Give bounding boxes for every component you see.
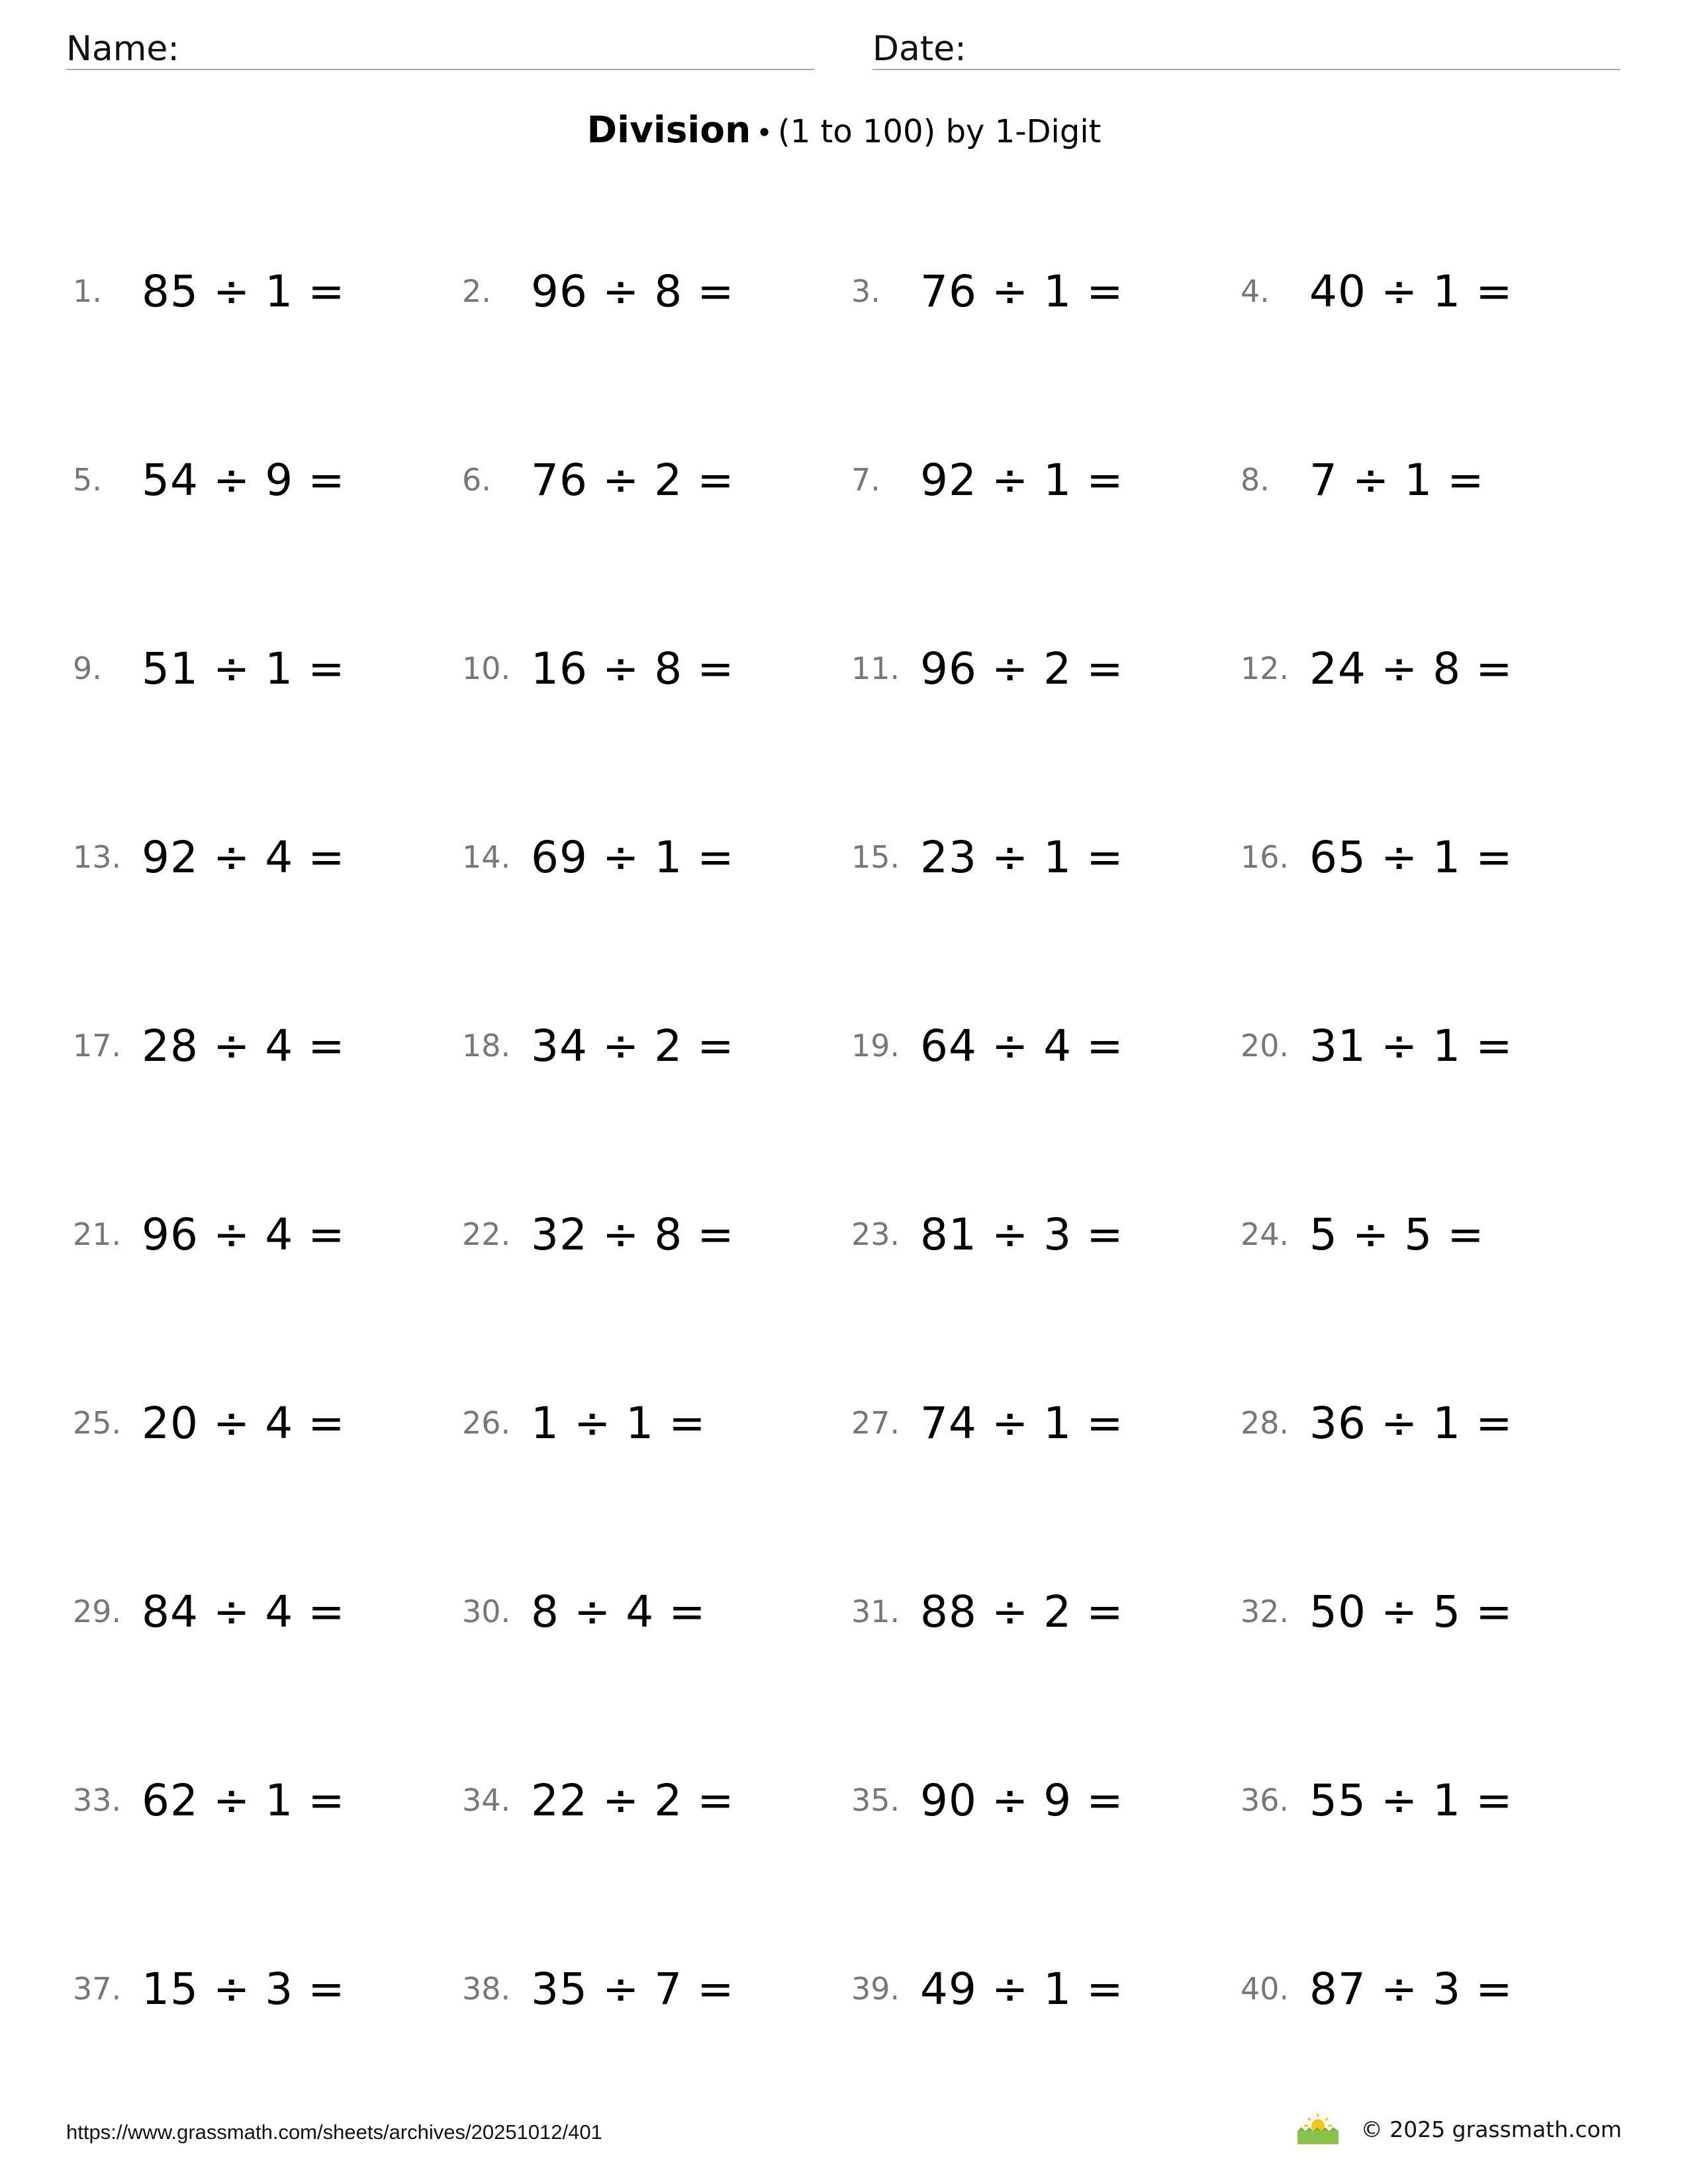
problem-number: 25. (73, 1405, 122, 1441)
problem-item (462, 1377, 851, 1469)
problem-number: 11. (851, 651, 900, 686)
problem-number: 18. (462, 1028, 511, 1064)
problem-number: 6. (462, 462, 491, 498)
problem-number: 13. (73, 839, 122, 875)
problem-expression: 96 ÷ 8 = (531, 265, 735, 317)
problem-expression: 84 ÷ 4 = (142, 1586, 346, 1637)
problem-item (73, 433, 462, 526)
problem-expression: 88 ÷ 2 = (920, 1586, 1124, 1637)
grass-sun-logo-icon (1295, 2113, 1341, 2146)
problem-expression: 5 ÷ 5 = (1309, 1208, 1485, 1260)
problem-item (1241, 999, 1630, 1092)
problem-number: 2. (462, 273, 491, 309)
problem-expression: 28 ÷ 4 = (142, 1020, 346, 1071)
copyright-text: © 2025 grassmath.com (1360, 2116, 1622, 2142)
problem-item (73, 1754, 462, 1846)
problem-item (462, 1188, 851, 1281)
problem-item (1241, 1754, 1630, 1846)
problem-item (1241, 1565, 1630, 1658)
problem-number: 17. (73, 1028, 122, 1064)
problem-item (1241, 1942, 1630, 2035)
problem-item (462, 811, 851, 903)
problem-item (73, 811, 462, 903)
problem-expression: 24 ÷ 8 = (1309, 643, 1513, 694)
problem-number: 19. (851, 1028, 900, 1064)
title-subtitle: (1 to 100) by 1-Digit (778, 113, 1102, 150)
problem-expression: 34 ÷ 2 = (531, 1020, 735, 1071)
problem-item (851, 1565, 1241, 1658)
problem-item (462, 245, 851, 338)
name-label: Name: (66, 29, 179, 69)
problem-number: 30. (462, 1594, 511, 1629)
problem-item (73, 245, 462, 338)
problem-item (1241, 622, 1630, 715)
problem-item (851, 622, 1241, 715)
date-field[interactable] (872, 24, 1620, 70)
problem-expression: 81 ÷ 3 = (920, 1208, 1124, 1260)
problem-item (73, 1377, 462, 1469)
problem-grid (73, 245, 1635, 2138)
problem-expression: 92 ÷ 4 = (142, 831, 346, 883)
problem-number: 12. (1241, 651, 1289, 686)
problem-expression: 85 ÷ 1 = (142, 265, 346, 317)
problem-expression: 90 ÷ 9 = (920, 1774, 1124, 1826)
problem-number: 16. (1241, 839, 1289, 875)
problem-expression: 16 ÷ 8 = (531, 643, 735, 694)
problem-number: 38. (462, 1971, 511, 2007)
problem-expression: 64 ÷ 4 = (920, 1020, 1124, 1071)
problem-item (851, 1188, 1241, 1281)
problem-expression: 1 ÷ 1 = (531, 1397, 706, 1449)
name-field[interactable] (66, 24, 814, 70)
date-label: Date: (872, 29, 966, 69)
problem-expression: 8 ÷ 4 = (531, 1586, 706, 1637)
problem-expression: 74 ÷ 1 = (920, 1397, 1124, 1449)
problem-item (73, 1565, 462, 1658)
problem-number: 15. (851, 839, 900, 875)
problem-number: 10. (462, 651, 511, 686)
problem-number: 14. (462, 839, 511, 875)
problem-expression: 96 ÷ 2 = (920, 643, 1124, 694)
problem-item (1241, 811, 1630, 903)
problem-number: 31. (851, 1594, 900, 1629)
problem-number: 8. (1241, 462, 1270, 498)
problem-expression: 22 ÷ 2 = (531, 1774, 735, 1826)
title-main: Division (586, 109, 751, 151)
problem-item (851, 433, 1241, 526)
problem-item (851, 999, 1241, 1092)
problem-number: 9. (73, 651, 102, 686)
problem-item (73, 1188, 462, 1281)
problem-number: 37. (73, 1971, 122, 2007)
problem-number: 1. (73, 273, 102, 309)
problem-expression: 36 ÷ 1 = (1309, 1397, 1513, 1449)
problem-expression: 76 ÷ 1 = (920, 265, 1124, 317)
problem-item (851, 245, 1241, 338)
problem-expression: 96 ÷ 4 = (142, 1208, 346, 1260)
problem-expression: 69 ÷ 1 = (531, 831, 735, 883)
problem-expression: 20 ÷ 4 = (142, 1397, 346, 1449)
problem-item (462, 1942, 851, 2035)
problem-number: 20. (1241, 1028, 1289, 1064)
footer-url: https://www.grassmath.com/sheets/archives/20251012/401 (66, 2120, 602, 2144)
problem-number: 27. (851, 1405, 900, 1441)
problem-item (1241, 1377, 1630, 1469)
problem-expression: 87 ÷ 3 = (1309, 1963, 1513, 2015)
problem-item (73, 999, 462, 1092)
problem-number: 34. (462, 1782, 511, 1818)
problem-number: 29. (73, 1594, 122, 1629)
problem-expression: 35 ÷ 7 = (531, 1963, 735, 2015)
problem-number: 39. (851, 1971, 900, 2007)
problem-item (462, 433, 851, 526)
problem-number: 28. (1241, 1405, 1289, 1441)
problem-number: 21. (73, 1216, 122, 1252)
problem-expression: 49 ÷ 1 = (920, 1963, 1124, 2015)
problem-item (851, 1754, 1241, 1846)
problem-expression: 65 ÷ 1 = (1309, 831, 1513, 883)
worksheet-title (0, 106, 1688, 157)
problem-item (1241, 433, 1630, 526)
problem-item (851, 1942, 1241, 2035)
problem-expression: 50 ÷ 5 = (1309, 1586, 1513, 1637)
problem-item (73, 622, 462, 715)
problem-item (462, 1754, 851, 1846)
problem-expression: 15 ÷ 3 = (142, 1963, 346, 2015)
problem-expression: 62 ÷ 1 = (142, 1774, 346, 1826)
problem-number: 7. (851, 462, 880, 498)
problem-number: 3. (851, 273, 880, 309)
problem-expression: 7 ÷ 1 = (1309, 454, 1485, 506)
problem-item (851, 1377, 1241, 1469)
problem-number: 5. (73, 462, 102, 498)
problem-number: 23. (851, 1216, 900, 1252)
problem-number: 36. (1241, 1782, 1289, 1818)
problem-expression: 51 ÷ 1 = (142, 643, 346, 694)
problem-number: 26. (462, 1405, 511, 1441)
problem-item (1241, 1188, 1630, 1281)
problem-number: 33. (73, 1782, 122, 1818)
problem-expression: 32 ÷ 8 = (531, 1208, 735, 1260)
problem-number: 24. (1241, 1216, 1289, 1252)
problem-item (462, 1565, 851, 1658)
title-bullet: • (756, 116, 773, 149)
problem-number: 22. (462, 1216, 511, 1252)
problem-number: 4. (1241, 273, 1270, 309)
problem-expression: 54 ÷ 9 = (142, 454, 346, 506)
problem-expression: 23 ÷ 1 = (920, 831, 1124, 883)
problem-expression: 76 ÷ 2 = (531, 454, 735, 506)
problem-item (1241, 245, 1630, 338)
problem-item (73, 1942, 462, 2035)
problem-expression: 92 ÷ 1 = (920, 454, 1124, 506)
problem-item (851, 811, 1241, 903)
problem-number: 40. (1241, 1971, 1289, 2007)
problem-expression: 55 ÷ 1 = (1309, 1774, 1513, 1826)
problem-number: 35. (851, 1782, 900, 1818)
problem-item (462, 622, 851, 715)
problem-item (462, 999, 851, 1092)
footer-brand (1295, 2113, 1622, 2146)
problem-expression: 40 ÷ 1 = (1309, 265, 1513, 317)
problem-number: 32. (1241, 1594, 1289, 1629)
problem-expression: 31 ÷ 1 = (1309, 1020, 1513, 1071)
